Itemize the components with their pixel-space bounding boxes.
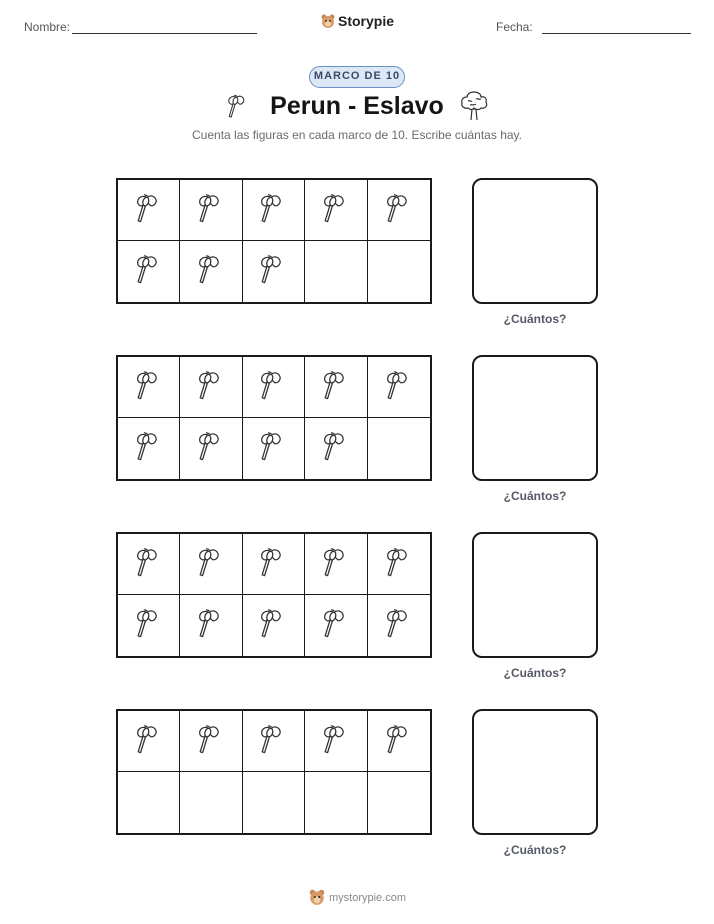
axe-icon [320, 722, 352, 761]
axe-icon [195, 252, 227, 291]
brand [0, 13, 714, 32]
ten-frame-cell [305, 711, 367, 772]
ten-frame-cell [180, 241, 242, 302]
ten-frame-cell [368, 180, 430, 241]
ten-frame-cell [243, 534, 305, 595]
ten-frame-cell [368, 772, 430, 833]
ten-frame-cell [180, 534, 242, 595]
ten-frame-cell [180, 772, 242, 833]
count-label: ¿Cuántos? [503, 312, 567, 326]
ten-frame-cell [368, 595, 430, 656]
ten-frame-cell [243, 595, 305, 656]
ten-frame-cell [305, 418, 367, 479]
axe-icon [195, 368, 227, 407]
answer-box[interactable] [472, 178, 598, 304]
date-label: Fecha: [496, 20, 533, 34]
axe-icon [133, 191, 165, 230]
ten-frame-cell [118, 772, 180, 833]
axe-icon [133, 722, 165, 761]
page-title: Perun - Eslavo [270, 92, 444, 120]
ten-frame [116, 709, 432, 835]
axe-icon [133, 368, 165, 407]
axe-icon [133, 252, 165, 291]
ten-frame-cell [305, 534, 367, 595]
axe-icon [257, 368, 289, 407]
storypie-logo-icon [308, 888, 326, 909]
ten-frame-cell [243, 418, 305, 479]
ten-frame-cell [118, 357, 180, 418]
worksheet-type-badge: MARCO DE 10 [309, 66, 405, 88]
ten-frame-cell [118, 180, 180, 241]
axe-icon [133, 429, 165, 468]
ten-frame [116, 532, 432, 658]
ten-frame-cell [305, 180, 367, 241]
axe-icon [383, 368, 415, 407]
ten-frame-cell [305, 357, 367, 418]
ten-frame-cell [305, 595, 367, 656]
footer [0, 888, 714, 909]
tree-icon [458, 89, 490, 126]
ten-frame-cell [118, 534, 180, 595]
axe-icon [257, 722, 289, 761]
ten-frame-cell [368, 534, 430, 595]
answer-box[interactable] [472, 709, 598, 835]
axe-icon [133, 606, 165, 645]
axe-icon [383, 722, 415, 761]
axe-icon [195, 606, 227, 645]
ten-frame-cell [243, 241, 305, 302]
answer-box[interactable] [472, 355, 598, 481]
axe-icon [320, 606, 352, 645]
count-label: ¿Cuántos? [503, 843, 567, 857]
date-line[interactable] [542, 33, 691, 34]
name-line[interactable] [72, 33, 257, 34]
axe-icon [383, 606, 415, 645]
axe-icon [320, 191, 352, 230]
axe-icon [257, 429, 289, 468]
count-label: ¿Cuántos? [503, 666, 567, 680]
ten-frame-cell [368, 357, 430, 418]
ten-frame-cell [368, 711, 430, 772]
axe-icon [257, 191, 289, 230]
name-label: Nombre: [24, 20, 71, 34]
instructions: Cuenta las figuras en cada marco de 10. Escribe cuántas hay. [192, 128, 522, 142]
axe-icon [195, 722, 227, 761]
axe-icon [257, 252, 289, 291]
axe-icon [320, 429, 352, 468]
ten-frame [116, 355, 432, 481]
answer-box[interactable] [472, 532, 598, 658]
axe-icon [320, 368, 352, 407]
axe-icon [383, 545, 415, 584]
axe-icon [133, 545, 165, 584]
ten-frame-cell [118, 711, 180, 772]
brand-name: Storypie [337, 13, 394, 29]
ten-frame-cell [180, 418, 242, 479]
axe-icon [195, 429, 227, 468]
ten-frame-cell [180, 180, 242, 241]
axe-icon [257, 545, 289, 584]
ten-frame-cell [118, 241, 180, 302]
ten-frame-cell [243, 180, 305, 241]
axe-icon [320, 545, 352, 584]
ten-frame-cell [368, 241, 430, 302]
axe-icon [195, 545, 227, 584]
ten-frame-cell [243, 711, 305, 772]
footer-url: mystorypie.com [328, 892, 407, 904]
ten-frame-cell [180, 595, 242, 656]
ten-frame-cell [305, 241, 367, 302]
axe-icon [195, 191, 227, 230]
axe-icon [257, 606, 289, 645]
ten-frame-cell [368, 418, 430, 479]
axe-icon [383, 191, 415, 230]
ten-frame-cell [305, 772, 367, 833]
ten-frame-cell [118, 418, 180, 479]
ten-frame [116, 178, 432, 304]
storypie-logo-icon [320, 13, 336, 32]
ten-frame-cell [243, 357, 305, 418]
ten-frame-cell [118, 595, 180, 656]
count-label: ¿Cuántos? [503, 489, 567, 503]
ten-frame-cell [180, 357, 242, 418]
ten-frame-cell [243, 772, 305, 833]
ten-frame-cell [180, 711, 242, 772]
